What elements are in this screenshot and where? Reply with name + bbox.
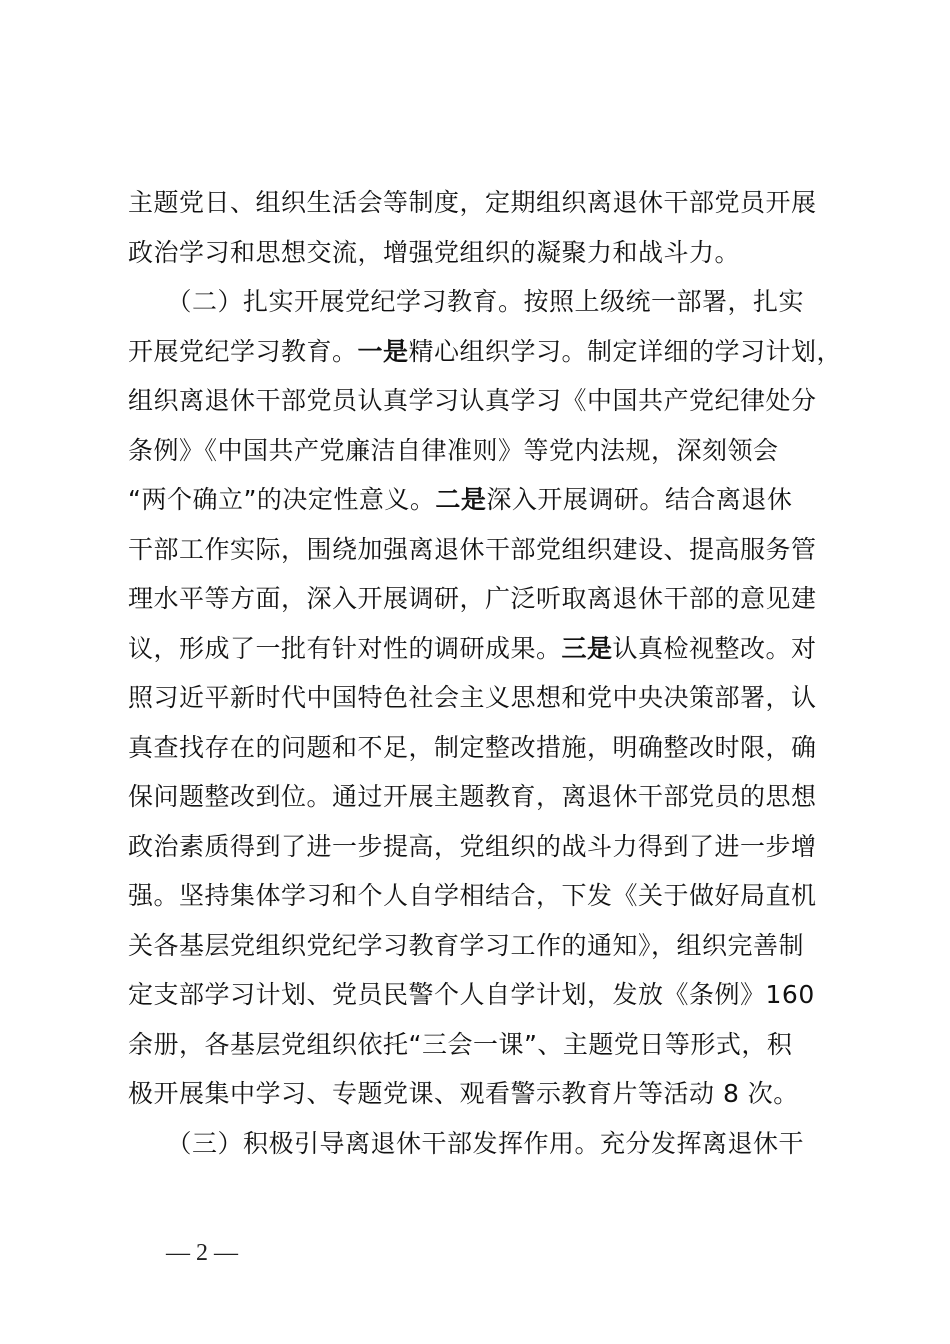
line-text: 政治学习和思想交流，增强党组织的凝聚力和战斗力。 — [128, 237, 741, 267]
section-heading-2 — [128, 277, 833, 327]
text-line-17 — [128, 970, 833, 1020]
text-line-6 — [128, 426, 833, 476]
text-line-9 — [128, 574, 833, 624]
bold-marker: 二是 — [435, 485, 487, 514]
line-text: 极开展集中学习、专题党课、观看警示教育片等活动 8 次。 — [128, 1079, 799, 1108]
body-text — [128, 178, 843, 1168]
line-text: 深入开展调研。结合离退休 — [486, 485, 793, 514]
line-text: 条例》《中国共产党廉洁自律准则》等党内法规，深刻领会 — [128, 435, 779, 465]
line-text: 强。坚持集体学习和个人自学相结合，下发《关于做好局直机 — [128, 881, 817, 910]
text-line-14 — [128, 822, 833, 872]
text-line-10 — [128, 624, 833, 674]
text-line-8 — [128, 525, 833, 575]
line-text: 开展党纪学习教育。 — [128, 336, 358, 366]
bold-marker: 一是 — [357, 336, 409, 366]
text-line-13 — [128, 772, 833, 822]
line-text: 理水平等方面，深入开展调研，广泛听取离退休干部的意见建 — [128, 584, 817, 613]
line-text: 定支部学习计划、党员民警个人自学计划，发放《条例》160 — [128, 980, 815, 1009]
line-text: 真查找存在的问题和不足，制定整改措施，明确整改时限，确 — [128, 732, 817, 762]
text-line-19 — [128, 1069, 833, 1119]
line-text: 政治素质得到了进一步提高，党组织的战斗力得到了进一步增 — [128, 831, 817, 861]
line-text: （二）扎实开展党纪学习教育。按照上级统一部署，扎实 — [128, 287, 805, 316]
line-text: 组织离退休干部党员认真学习认真学习《中国共产党纪律处分 — [128, 386, 817, 415]
bold-marker: 三是 — [561, 633, 613, 663]
text-line-5 — [128, 376, 833, 426]
text-line-15 — [128, 871, 833, 921]
text-line-1 — [128, 178, 833, 228]
line-text: 议，形成了一批有针对性的调研成果。 — [128, 633, 562, 663]
text-line-4 — [128, 327, 843, 377]
line-text: 余册，各基层党组织依托“三会一课”、主题党日等形式，积 — [128, 1029, 793, 1059]
line-text: 认真检视整改。对 — [612, 633, 817, 663]
text-line-16 — [128, 921, 833, 971]
text-line-7 — [128, 475, 833, 525]
text-line-12 — [128, 723, 833, 773]
line-text: 精心组织学习。制定详细的学习计划， — [408, 336, 843, 366]
text-line-18 — [128, 1020, 833, 1070]
line-text: 主题党日、组织生活会等制度，定期组织离退休干部党员开展 — [128, 188, 817, 217]
line-text: 保问题整改到位。通过开展主题教育，离退休干部党员的思想 — [128, 782, 817, 811]
line-text: （三）积极引导离退休干部发挥作用。充分发挥离退休干 — [128, 1128, 805, 1158]
text-line-11 — [128, 673, 833, 723]
line-text: “两个确立”的决定性意义。 — [128, 485, 436, 514]
text-line-2 — [128, 228, 833, 278]
page-number: — 2 — — [166, 1240, 238, 1266]
line-text: 照习近平新时代中国特色社会主义思想和党中央决策部署，认 — [128, 683, 817, 712]
line-text: 干部工作实际，围绕加强离退休干部党组织建设、提高服务管 — [128, 534, 817, 564]
line-text: 关各基层党组织党纪学习教育学习工作的通知》，组织完善制 — [128, 930, 805, 960]
section-heading-3 — [128, 1119, 833, 1169]
